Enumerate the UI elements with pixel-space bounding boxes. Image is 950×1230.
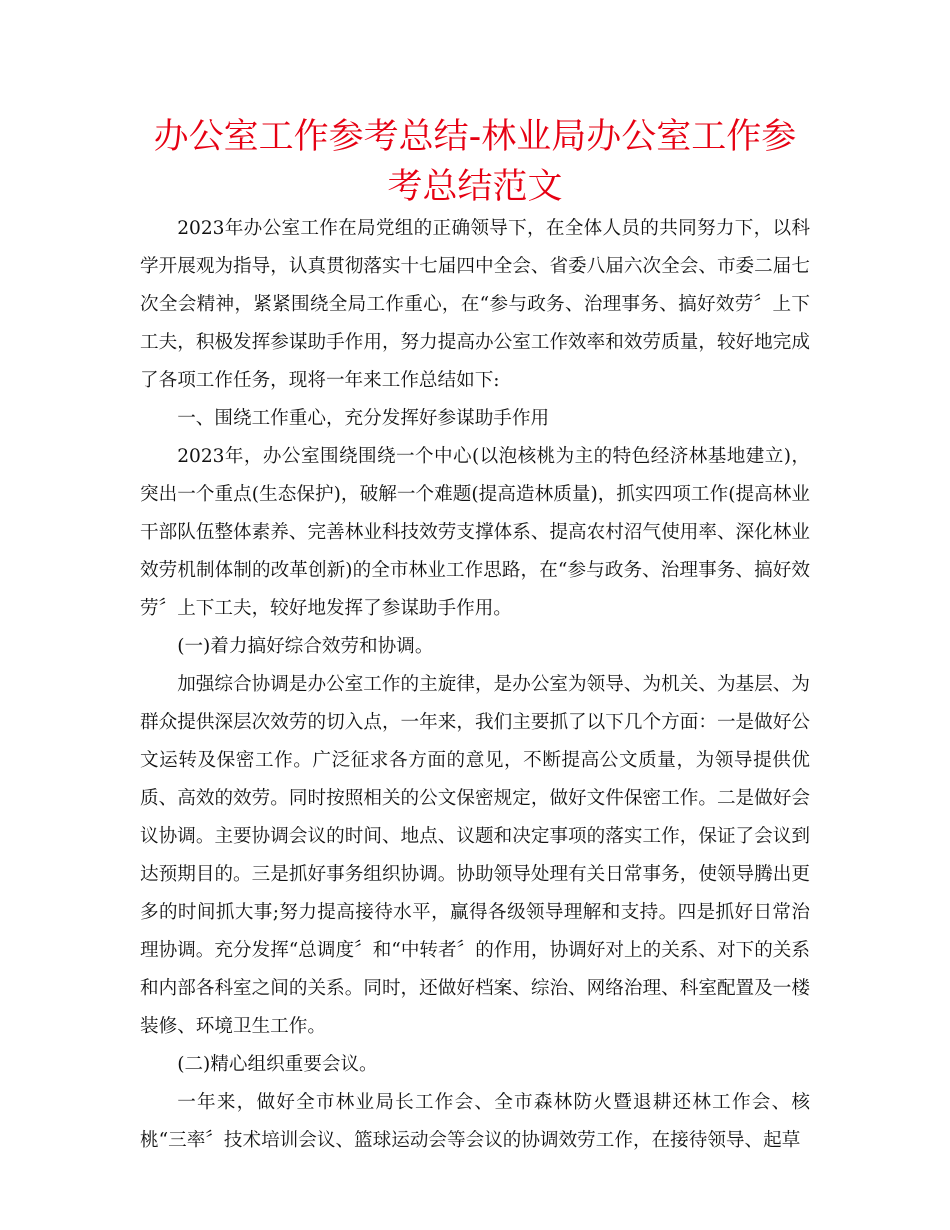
paragraph-coordination: 加强综合协调是办公室工作的主旋律，是办公室为领导、为机关、为基层、为群众提供深层次效劳的切入点，一年来，我们主要抓了以下几个方面：一是做好公文运转及保密工作。广泛征求各方面的意见，不断提高公文质量，为领导提供优质、高效的效劳。同时按照相关的公文保密规定，做好文件保密工作。二是做好会议协调。主要协调会议的时间、地点、议题和决定事项的落实工作，保证了会议到达预期目的。三是抓好事务组织协调。协助领导处理有关日常事务，使领导腾出更多的时间抓大事;努力提高接待水平，赢得各级领导理解和支持。四是抓好日常治理协调。充分发挥“总调度〞和“中转者〞的作用，协调好对上的关系、对下的关系和内部各科室之间的关系。同时，还做好档案、综治、网络治理、科室配置及一楼装修、环境卫生工作。 [140, 674, 810, 1037]
paragraph-work-approach: 2023年，办公室围绕围绕一个中心(以泡核桃为主的特色经济林基地建立)，突出一个重点(生态保护)，破解一个难题(提高造林质量)，抓实四项工作(提高林业干部队伍整体素养、完善林业科技效劳支撑体系、提高农村沼气使用率、深化林业效劳机制体制的改革创新)的全市林业工作思路，在“参与政务、治理事务、搞好效劳〞上下工夫，较好地发挥了参谋助手作用。 [140, 446, 810, 619]
paragraph-intro: 2023年办公室工作在局党组的正确领导下，在全体人员的共同努力下，以科学开展观为指导，认真贯彻落实十七届四中全会、省委八届六次全会、市委二届七次全会精神，紧紧围绕全局工作重心，在“参与政务、治理事务、搞好效劳〞上下工夫，积极发挥参谋助手作用，努力提高办公室工作效率和效劳质量，较好地完成了各项工作任务，现将一年来工作总结如下: [140, 218, 810, 391]
paragraph-meetings: 一年来，做好全市林业局长工作会、全市森林防火暨退耕还林工作会、核桃“三率〞技术培训会议、篮球运动会等会议的协调效劳工作，在接待领导、起草 [140, 1092, 810, 1151]
document-title: 办公室工作参考总结-林业局办公室工作参考总结范文 [153, 117, 797, 207]
subsection-heading-2: (二)精心组织重要会议。 [177, 1054, 378, 1075]
subsection-heading-1: (一)着力搞好综合效劳和协调。 [177, 636, 434, 657]
document-body [140, 210, 810, 1160]
section-heading-1: 一、围绕工作重心，充分发挥好参谋助手作用 [177, 408, 550, 429]
